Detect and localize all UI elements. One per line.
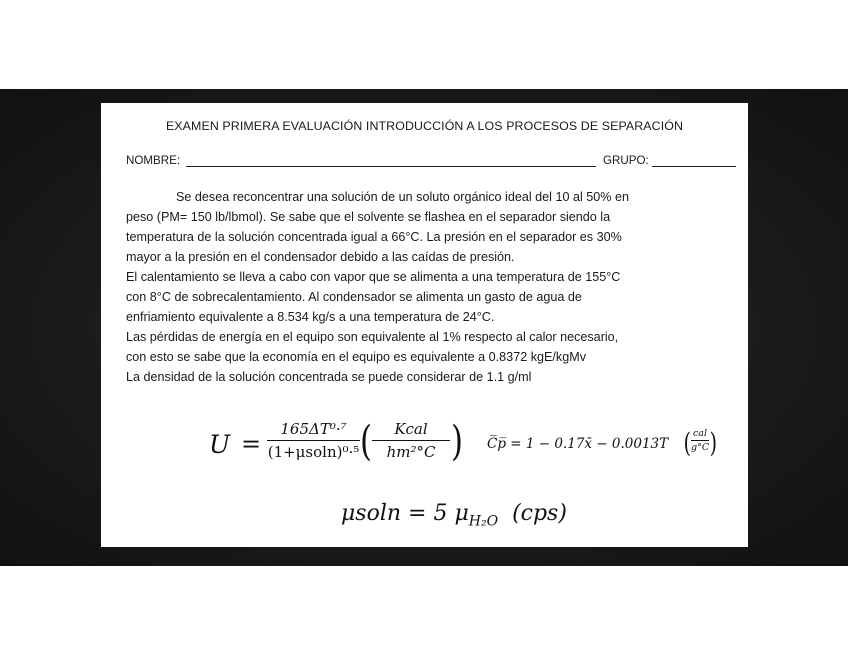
paragraph-line: temperatura de la solución concentrada igual a 66°C. La presión en el separador es 30% — [126, 230, 622, 244]
formula-u-numerator: 165ΔT⁰·⁷ — [280, 420, 347, 438]
name-blank-line — [186, 166, 596, 167]
paragraph-line: Las pérdidas de energía en el equipo son equivalente al 1% respecto al calor necesario, — [126, 330, 619, 344]
heat-capacity-formula: C̅p̅ = 1 − 0.17x̄ − 0.0013T ( cal g°C ) — [487, 428, 717, 459]
paragraph-line: peso (PM= 150 lb/lbmol). Se sabe que el solvente se flashea en el separador siendo la — [126, 210, 611, 224]
paragraph-line: mayor a la presión en el condensador debido a las caídas de presión. — [126, 250, 515, 264]
paragraph-line: enfriamiento equivalente a 8.534 kg/s a una temperatura de 24°C. — [126, 310, 495, 324]
formula-u-fraction — [267, 420, 360, 461]
paragraph-line: La densidad de la solución concentrada se puede considerar de 1.1 g/ml — [126, 370, 532, 384]
group-blank-line — [652, 166, 736, 167]
formula-cp-expression: C̅p̅ = 1 − 0.17x̄ − 0.0013T — [487, 436, 669, 452]
formula-u-symbol: U — [209, 430, 231, 459]
formula-equals: = — [241, 430, 262, 458]
formula-cp-unit-denominator: g°C — [691, 442, 710, 453]
formula-u-unit-denominator: hm²°C — [386, 443, 436, 461]
problem-statement — [126, 187, 726, 387]
paragraph-line: Se desea reconcentrar una solución de un soluto orgánico ideal del 10 al 50% en — [176, 190, 629, 204]
formula-mu-unit: (cps) — [512, 501, 567, 526]
name-label: NOMBRE: — [126, 154, 181, 167]
formula-u-units — [372, 420, 450, 461]
formula-u-denominator: (1+μsoln)⁰·⁵ — [267, 443, 360, 461]
formula-u-unit-numerator: Kcal — [394, 420, 428, 438]
group-label: GRUPO: — [603, 154, 649, 167]
viscosity-formula — [341, 501, 581, 529]
heat-transfer-coefficient-formula: U = 165ΔT⁰·⁷ (1+μsoln)⁰·⁵ ( Kcal hm²°C ) — [209, 417, 463, 465]
formula-mu-subscript: H₂O — [468, 513, 499, 530]
formula-cp-unit-numerator: cal — [692, 428, 708, 439]
paragraph-line: El calentamiento se lleva a cabo con vapor que se alimenta a una temperatura de 155°C — [126, 270, 621, 284]
exam-sheet — [101, 103, 748, 547]
exam-title: EXAMEN PRIMERA EVALUACIÓN INTRODUCCIÓN A LOS PROCESOS DE SEPARACIÓN — [165, 119, 684, 133]
formula-mu-expression: μsoln = 5 μ — [341, 501, 469, 526]
paragraph-line: con 8°C de sobrecalentamiento. Al condensador se alimenta un gasto de agua de — [126, 290, 582, 304]
paragraph-line: con esto se sabe que la economía en el equipo es equivalente a 0.8372 kgE/kgMv — [126, 350, 586, 364]
formula-cp-units — [691, 428, 709, 453]
name-group-row — [126, 154, 738, 170]
